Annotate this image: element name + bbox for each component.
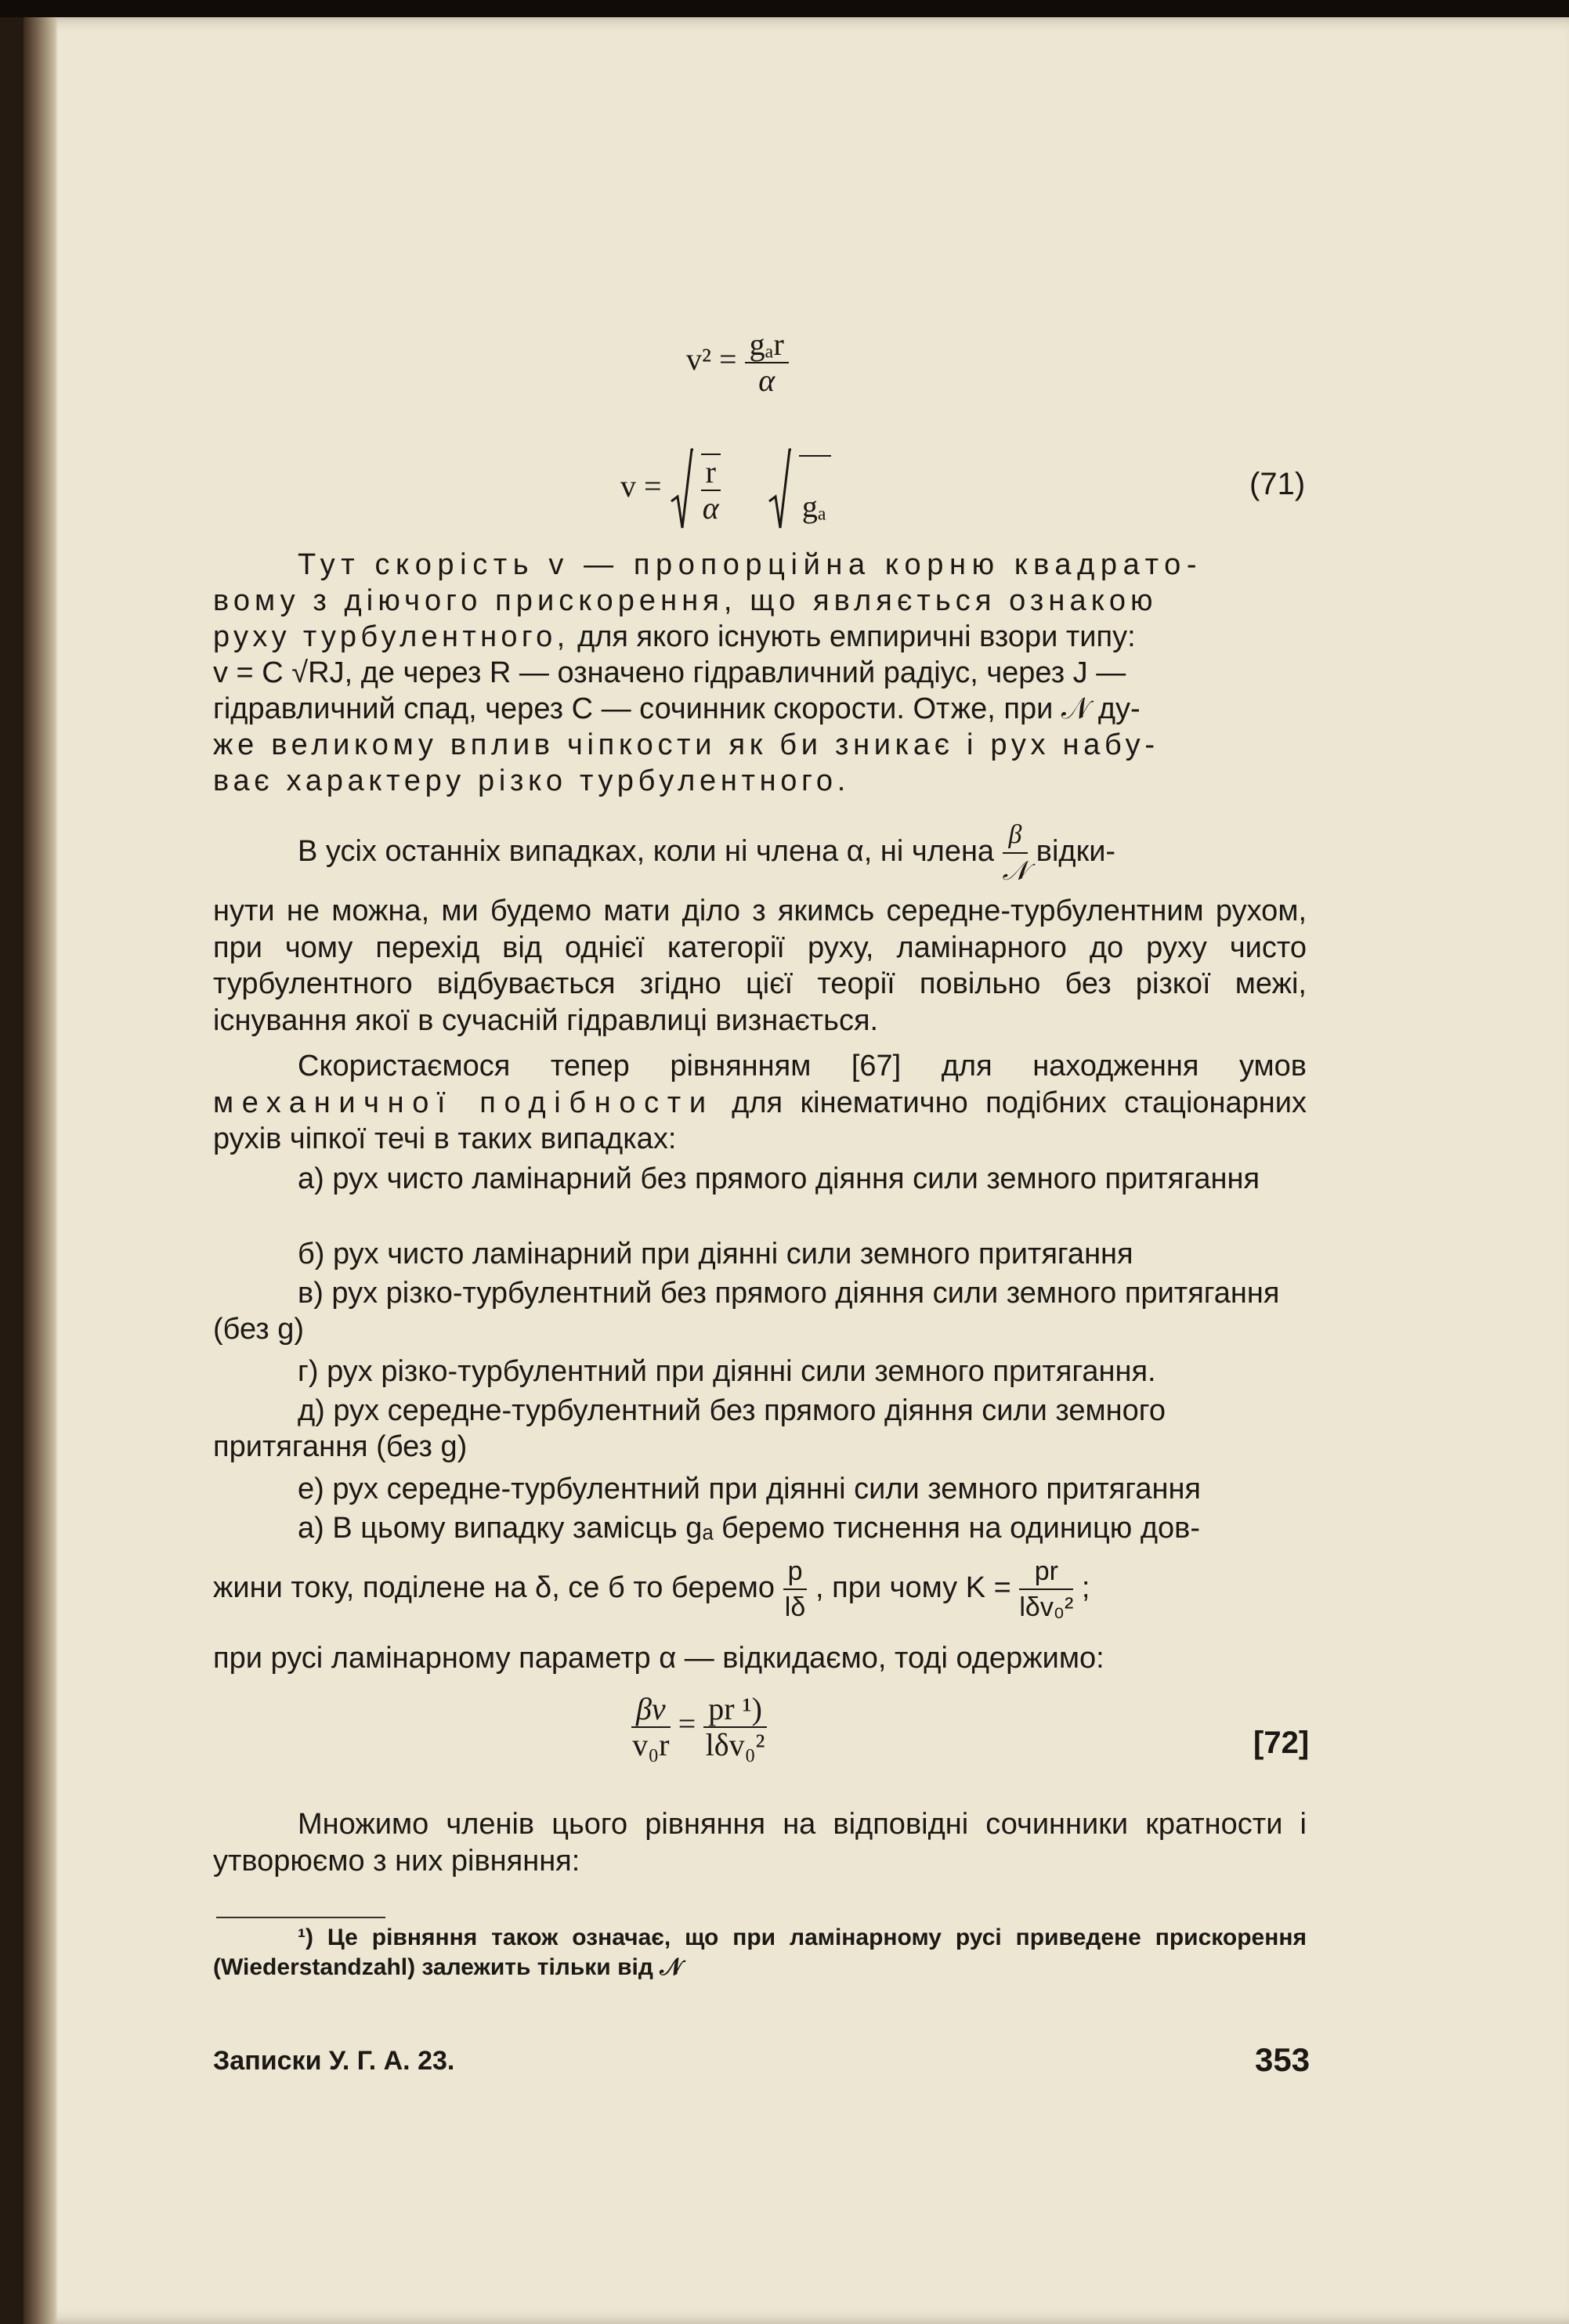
paragraph-5: Множимо членів цього рівняння на відповідні сочинники кратности і утворюємо з них рівняння: (213, 1808, 1307, 1878)
page-number: 353 (1255, 2041, 1311, 2078)
equation-72-rhs-denominator: lδv₀² (705, 1727, 765, 1762)
equation-71 (620, 446, 831, 533)
equation-71-lhs: v = (620, 468, 662, 504)
sqrt-sign-icon (670, 446, 693, 533)
paragraph-4-fraction-2 (1019, 1554, 1073, 1625)
paragraph-1-line-6: же великому вплив чіпкости як би зникає і рух набу- (213, 728, 1159, 761)
scan-top-edge (0, 0, 1569, 17)
paragraph-2-fraction (1003, 818, 1029, 888)
paragraph-1-line-1: Тут скорість v — пропорційна корню квадрато- (298, 548, 1203, 581)
equation-71-denominator: α (702, 490, 719, 526)
equation-71-radicand: gₐ (799, 455, 831, 525)
equation-number-72: [72] (1253, 1726, 1310, 1760)
paragraph-3-emphasis: механичної подібности (213, 1086, 714, 1119)
equation-72-lhs-denominator: v₀r (632, 1727, 670, 1762)
footnote-divider (216, 1917, 385, 1918)
equation-72-equals: = (678, 1706, 704, 1742)
paragraph-1-line-3 (213, 619, 1307, 655)
paragraph-1-emphasis: руху турбулентного, (213, 620, 569, 653)
equation-number-71: (71) (1249, 467, 1306, 501)
equation-72-rhs-fraction (703, 1692, 767, 1762)
case-item-v: в) рух різко-турбулентний без прямого діяння сили земного притягання (без g) (213, 1277, 1280, 1346)
paragraph-3 (213, 1048, 1307, 1158)
paragraph-2-fraction-num: β (1003, 818, 1029, 854)
paragraph-1-line-5: гідравличний спад, через C — сочинник скорости. Отже, при 𝒩 ду- (213, 692, 1141, 725)
paragraph-4-text-a: жини току, поділене на δ, се б то беремо (213, 1571, 775, 1605)
equation-v-squared-numerator: gₐr (745, 327, 789, 363)
equation-v-squared (686, 327, 789, 398)
paragraph-4-line-2 (213, 1554, 1307, 1625)
paragraph-3-text-b: для кінематично подібних стаціонарних рухів чіпкої течі в таких випадках: (213, 1086, 1307, 1155)
case-item-e: е) рух середне-турбулентний при діянні сили земного притягання (298, 1473, 1202, 1505)
paragraph-4-fraction-1-num: p (783, 1554, 808, 1590)
case-item-g: г) рух різко-турбулентний при діянні сили земного притягання. (298, 1355, 1156, 1388)
equation-72-rhs-numerator: pr ¹) (703, 1692, 767, 1728)
equation-72-lhs-numerator: βν (631, 1692, 671, 1728)
case-item-d: д) рух середне-турбулентний без прямого діяння сили земного притягання (без g) (213, 1394, 1166, 1463)
paragraph-1-line-3-rest: для якого існують емпиричні взори типу: (569, 620, 1136, 653)
paragraph-1 (213, 547, 1307, 799)
paragraph-4-text-b: , при чому K = (815, 1571, 1011, 1605)
paragraph-1-line-7: ває характеру різко турбулентного. (213, 764, 850, 797)
case-item-a: а) рух чисто ламінарний без прямого діяння сили земного притягання (298, 1162, 1260, 1195)
paragraph-3-text-a: Скористаємося тепер рівнянням [67] для находження умов (298, 1050, 1307, 1082)
equation-v-squared-fraction (745, 327, 789, 398)
paragraph-4-text-c: ; (1081, 1571, 1090, 1605)
paragraph-2-text-a: В усіх останніх випадках, коли ні члена α, ні члена (298, 835, 995, 869)
paragraph-4-line-1: а) В цьому випадку замісць gₐ беремо тиснення на одиницю дов- (298, 1512, 1201, 1545)
equation-71-numerator: r (701, 455, 721, 491)
equation-72 (631, 1692, 767, 1762)
equation-72-lhs-fraction (631, 1692, 671, 1762)
paragraph-1-line-2: вому з діючого прискорення, що являється ознакою (213, 584, 1158, 617)
equation-v-squared-lhs: v² = (686, 342, 737, 378)
paragraph-4-fraction-1-den: lδ (784, 1592, 806, 1622)
footnote: ¹) Це рівняння також означає, що при ламінарному русі приведене прискорення (Wiederstandzahl) залежить тільки від 𝒩 (213, 1925, 1307, 1980)
paragraph-2-first-line (213, 818, 1307, 888)
paragraph-2-rest: нути не можна, ми будемо мати діло з якимсь середне-турбулентним рухом, при чому перехід від однієї категорії руху, ламінарного до руху чисто турбулентного відбувається згідно цієї теорії повільно без різкої межі, існування якої в сучасній гідравлиці визнається. (213, 895, 1307, 1037)
paragraph-1-line-4: v = C √RJ, де через R — означено гідравличний радіус, через J — (213, 656, 1126, 689)
book-binding-shadow (23, 17, 58, 2324)
paragraph-2-fraction-den: 𝒩 (1002, 855, 1029, 887)
paragraph-4-fraction-2-den: lδv₀² (1019, 1592, 1074, 1622)
sqrt-sign-icon (768, 446, 791, 533)
journal-footer: Записки У. Г. А. 23. (213, 2046, 455, 2076)
case-item-b: б) рух чисто ламінарний при діянні сили земного притягання (298, 1238, 1133, 1270)
equation-v-squared-denominator: α (758, 363, 775, 398)
paragraph-4-fraction-1 (783, 1554, 808, 1625)
paragraph-2-text-b: відки- (1036, 835, 1116, 869)
paragraph-4-line-3: при русі ламінарному параметр α — відкидаємо, тоді одержимо: (213, 1642, 1104, 1675)
equation-71-fraction (701, 454, 721, 526)
paragraph-4-fraction-2-num: pr (1019, 1554, 1073, 1590)
